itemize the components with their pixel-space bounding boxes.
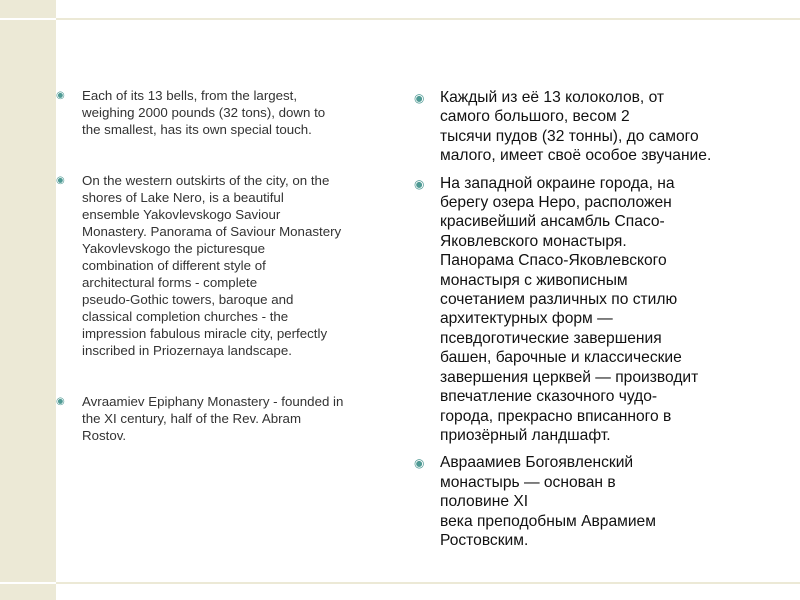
circle-bullet-icon: ◉ xyxy=(414,456,425,471)
russian-paragraph-bells xyxy=(414,88,774,166)
paragraph-text: On the western outskirts of the city, on the shores of Lake Nero, is a beautiful ensemble Yakovlevskogo Saviour Monastery. Panorama of Saviour Monastery Yakovlevskogo the picturesque combination of different style of architectural forms - complete pseudo-Gothic towers, baroque and classical completion churches - the impression fabulous miracle city, perfectly inscribed in Priozernaya landscape. xyxy=(82,173,342,358)
bottom-line-gap xyxy=(0,582,56,584)
top-decorative-line xyxy=(56,18,800,20)
english-paragraph-monastery xyxy=(56,172,396,359)
circle-bullet-icon: ◉ xyxy=(56,90,65,101)
english-text-column xyxy=(56,87,396,444)
russian-paragraph-epiphany xyxy=(414,453,774,550)
left-decorative-band xyxy=(0,0,56,600)
paragraph-text: Авраамиев Богоявленский монастырь — основан в половине XI века преподобным Аврамием Ростовским. xyxy=(440,454,656,549)
circle-bullet-icon: ◉ xyxy=(414,91,425,105)
russian-paragraph-monastery xyxy=(414,174,774,446)
paragraph-text: Каждый из её 13 колоколов, от самого большого, весом 2 тысячи пудов (32 тонны), до самого малого, имеет своё особое звучание. xyxy=(440,89,712,165)
russian-text-column xyxy=(414,88,774,550)
top-line-gap xyxy=(0,18,56,20)
english-paragraph-epiphany xyxy=(56,393,396,444)
bottom-decorative-line xyxy=(56,582,800,584)
circle-bullet-icon: ◉ xyxy=(56,175,65,186)
circle-bullet-icon: ◉ xyxy=(414,176,425,191)
english-paragraph-bells xyxy=(56,87,396,138)
paragraph-text: Each of its 13 bells, from the largest, weighing 2000 pounds (32 tons), down to the smallest, has its own special touch. xyxy=(82,88,326,137)
paragraph-text: На западной окраине города, на берегу озера Неро, расположен красивейший ансамбль Спасо- Яковлевского монастыря. Панорама Спасо-Яковлевского монастыря с живописным сочетанием различных по стилю архитектурных форм — псевдоготические завершения башен, барочные и классические завершения церквей — производит впечатление сказочного чудо- города, прекрасно вписанного в приозёрный ландшафт. xyxy=(440,174,699,444)
circle-bullet-icon: ◉ xyxy=(56,396,65,407)
paragraph-text: Avraamiev Epiphany Monastery - founded in the XI century, half of the Rev. Abram Rostov. xyxy=(82,394,344,443)
